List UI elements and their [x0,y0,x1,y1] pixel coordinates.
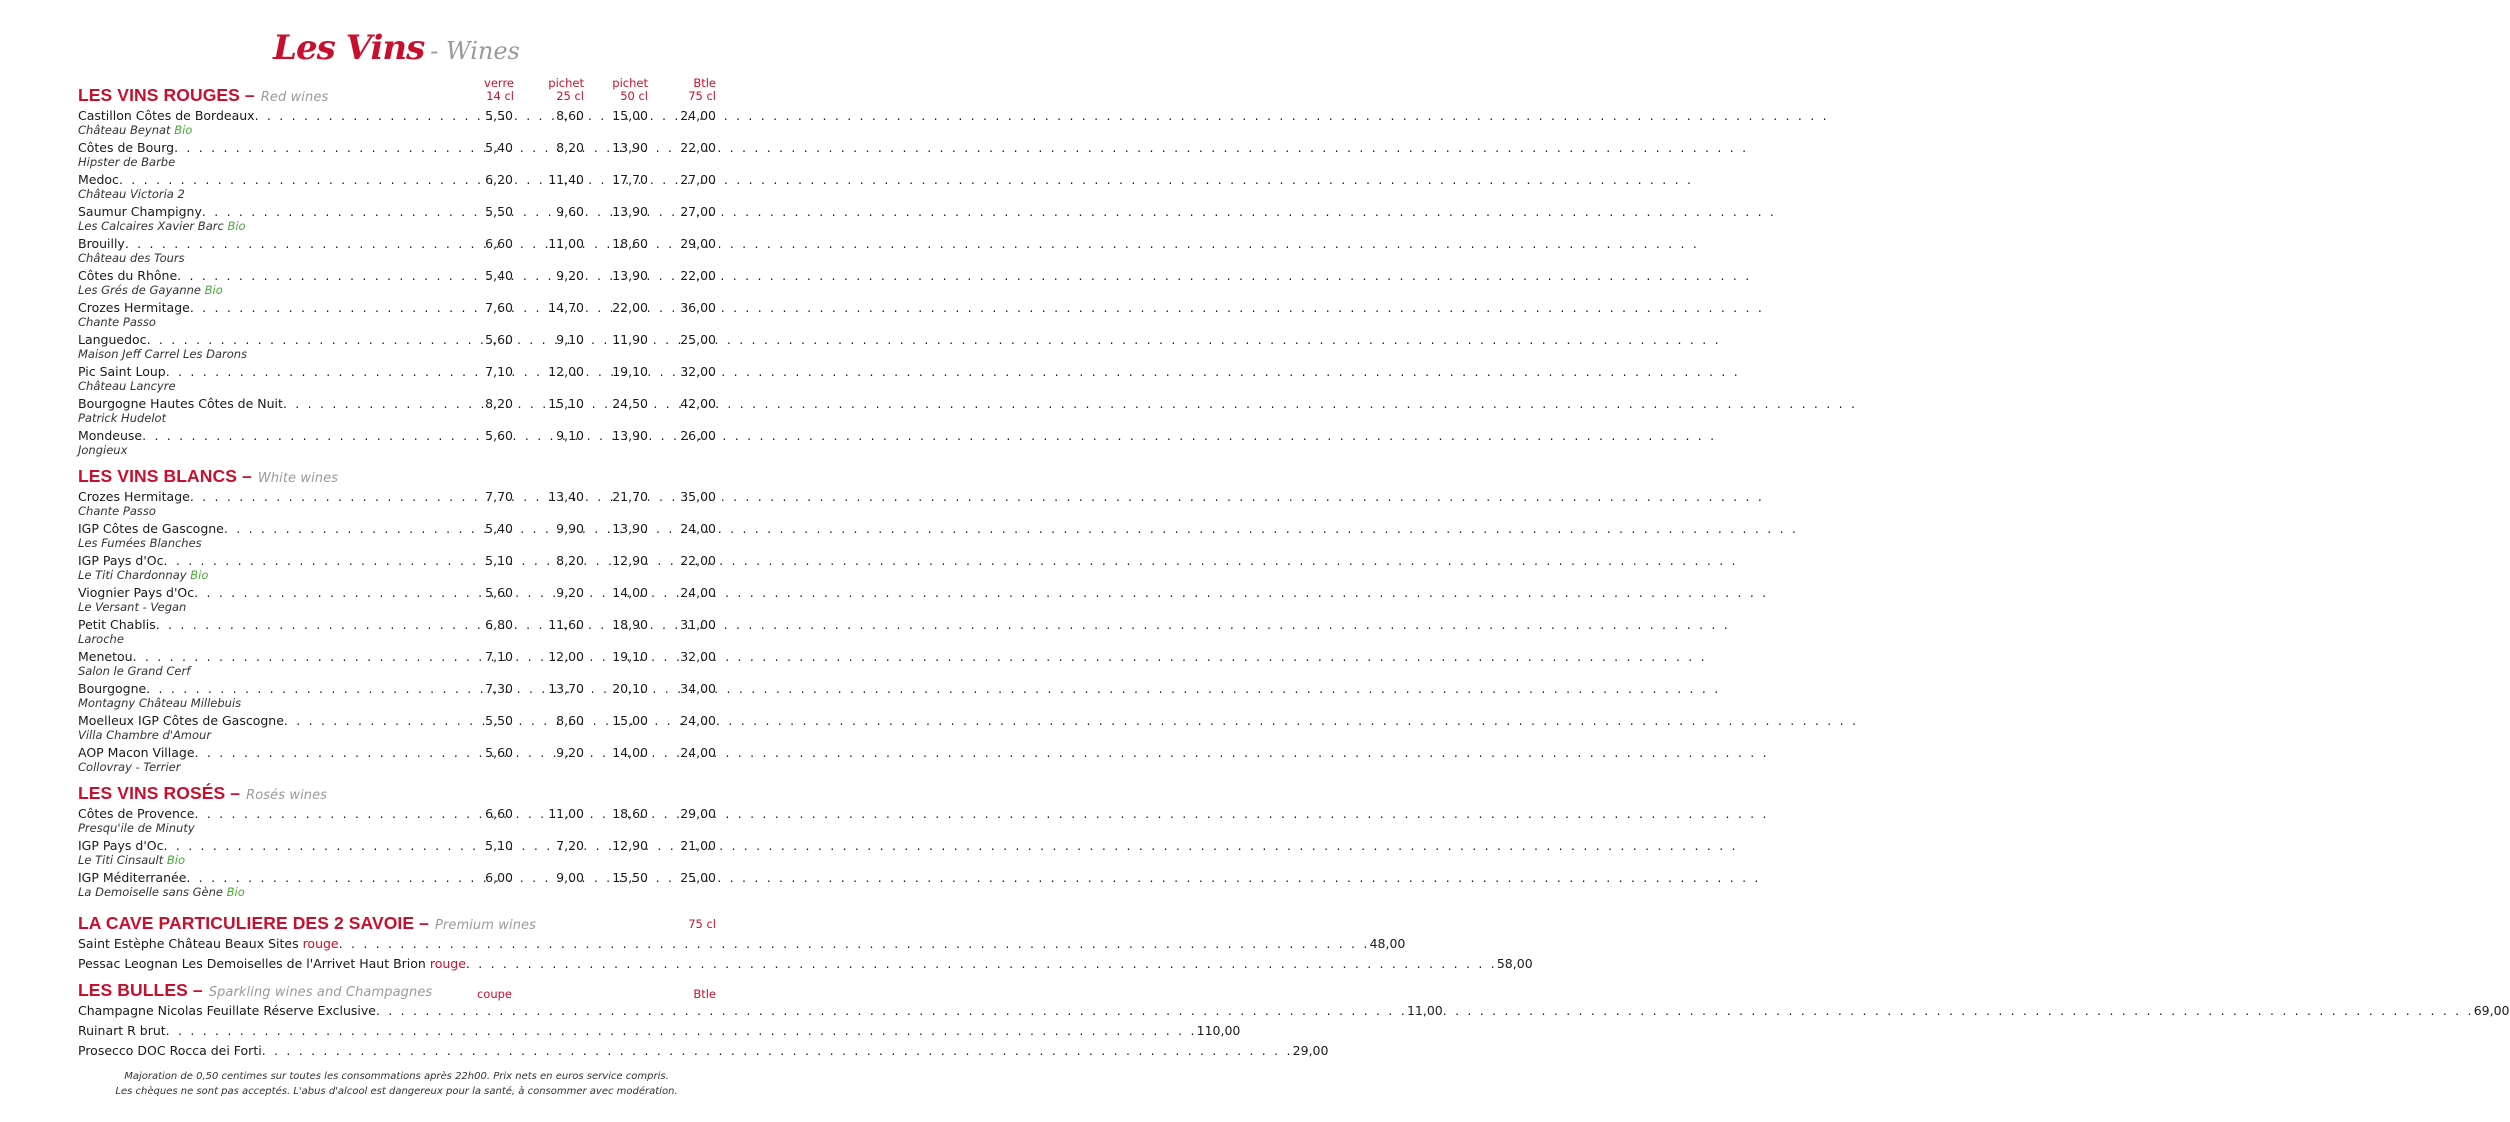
wine-row [78,204,716,236]
wine-price: 13,90 [612,268,648,283]
wine-name: AOP Macon Village [78,745,195,760]
wine-name: Medoc [78,172,119,187]
wine-price: 6,80 [485,617,513,632]
col-header-pichet-50: pichet 50 cl [612,76,648,103]
wine-name: Côtes de Provence [78,806,195,821]
wine-price: 25,00 [680,870,716,885]
wine-price: 20,10 [612,681,648,696]
wine-price: 6,20 [485,172,513,187]
wine-producer: Château Beynat Bio [78,123,193,137]
section-title-cave: LA CAVE PARTICULIERE DES 2 SAVOIE – Premium wines [78,913,537,933]
dot-leader: . . . . . . . . . . . . . . . . . . . . . . . . . . . . . . . . . . . . . . . . . . . . . . . . . . . . . . . . . . . . . . . . . . . . . . . . . . . . . . . . . . . . [338,936,1370,951]
bio-badge: Bio [190,568,209,582]
wine-name: Moelleux IGP Côtes de Gascogne [78,713,284,728]
wine-producer: Château Victoria 2 [78,187,185,201]
wine-producer: Collovray - Terrier [78,760,181,774]
wine-row [78,236,716,268]
wine-price: 22,00 [680,553,716,568]
wine-price: 11,90 [612,332,648,347]
wine-price: 8,60 [556,108,584,123]
wine-producer: Jongieux [78,443,128,457]
dot-leader [156,617,1730,632]
dot-leader [284,713,1858,728]
dot-leader: . . . . . . . . . . . . . . . . . . . . . . . . . . . . . . . . . . . . . . . . . . . . . . . . . . . . . . . . . . . . . . . . . . . . . . . . . . . . . . . . . . . . [375,1003,1407,1018]
footer-note-2: Les chèques ne sont pas acceptés. L'abus d'alcool est dangereux pour la santé, à consommer avec modération. [115,1086,678,1097]
wine-price: 15,10 [548,396,584,411]
wine-price: 7,70 [485,489,513,504]
section-title-blancs: LES VINS BLANCS – White wines [78,466,339,486]
col-header-btle: Btle 75 cl [688,76,716,103]
wine-name: Saint Estèphe Château Beaux Sites rouge [78,936,339,951]
wine-price: 24,00 [680,713,716,728]
wine-row [78,489,716,521]
wine-price: 6,60 [485,236,513,251]
wine-price: 21,70 [612,489,648,504]
wine-producer: Château des Tours [78,251,185,265]
col-header-bulles-btle: Btle [693,987,716,1001]
wine-name: Petit Chablis [78,617,156,632]
dot-leader [195,745,1769,760]
wine-price: 22,00 [612,300,648,315]
coupe-price: 11,00 [1406,1003,1443,1018]
wine-producer: Château Lancyre [78,379,176,393]
wine-price: 31,00 [680,617,716,632]
wine-row [78,1023,1241,1039]
wine-price: 34,00 [680,681,716,696]
wine-price: 22,00 [680,268,716,283]
wine-price: 5,10 [485,838,513,853]
wine-price: 18,60 [612,806,648,821]
wine-producer: Salon le Grand Cerf [78,664,191,678]
wine-price: 32,00 [680,364,716,379]
wine-price: 27,00 [680,204,716,219]
wine-row [78,681,716,713]
wine-price: 6,00 [485,870,513,885]
wine-price: 24,00 [680,521,716,536]
wine-row [78,1043,1329,1059]
wine-row [78,585,716,617]
wine-price: 14,00 [612,585,648,600]
wine-name: IGP Méditerranée [78,870,187,885]
wine-name: Crozes Hermitage [78,300,190,315]
wine-price: 18,60 [612,236,648,251]
bio-badge: Bio [227,219,246,233]
wine-row [78,108,716,140]
wine-producer: Les Fumées Blanches [78,536,202,550]
wine-price: 7,20 [556,838,584,853]
footer-note-1: Majoration de 0,50 centimes sur toutes les consommations après 22h00. Prix nets en euros service compris. [124,1071,669,1082]
wine-producer: Les Grés de Gayanne Bio [78,283,223,297]
bio-badge: Bio [174,123,193,137]
wine-row [78,428,716,460]
wine-name: IGP Côtes de Gascogne [78,521,224,536]
dot-leader [133,649,1707,664]
wine-price: 5,60 [485,745,513,760]
dot-leader [202,204,1776,219]
dot-leader: . . . . . . . . . . . . . . . . . . . . . . . . . . . . . . . . . . . . . . . . . . . . . . . . . . . . . . . . . . . . . . . . . . . . . . . . . . . . . . . . . . . . [465,956,1497,971]
wine-name: Pic Saint Loup [78,364,166,379]
wine-price: 9,20 [556,745,584,760]
wine-name: Crozes Hermitage [78,489,190,504]
wine-price: 11,00 [548,806,584,821]
wine-row [78,521,716,553]
page-title [0,28,793,72]
wine-row [78,936,1406,952]
wine-row [78,745,716,777]
wine-price: 8,20 [485,396,513,411]
col-header-coupe: coupe [476,987,512,1001]
wine-price: 69,00 [2473,1003,2510,1018]
wine-producer: Les Calcaires Xavier Barc Bio [78,219,246,233]
wine-price: 5,50 [485,108,513,123]
title-main: Les Vins [273,28,425,68]
wine-producer: Chante Passo [78,315,156,329]
wine-price: 29,00 [680,806,716,821]
dot-leader: . . . . . . . . . . . . . . . . . . . . . . . . . . . . . . . . . . . . . . . . . . . . . . . . . . . . . . . . . . . . . . . . . . . . . . . . . . . . . . . . . . . . [261,1043,1293,1058]
wine-row [78,617,716,649]
dot-leader [146,681,1720,696]
wine-producer: Villa Chambre d'Amour [78,728,212,742]
wine-row [78,364,716,396]
wine-row [78,806,716,838]
wine-producer: Le Titi Chardonnay Bio [78,568,209,582]
wine-row [78,553,716,585]
wine-price: 7,60 [485,300,513,315]
dot-leader [186,870,1760,885]
wine-price: 13,70 [548,681,584,696]
wine-row [78,268,716,300]
wine-price: 5,50 [485,713,513,728]
wine-price: 29,00 [1292,1043,1329,1058]
wine-price: 5,50 [485,204,513,219]
col-header-verre: verre 14 cl [484,76,514,103]
wine-name: Castillon Côtes de Bordeaux [78,108,255,123]
dot-leader [147,332,1721,347]
wine-price: 25,00 [680,332,716,347]
dot-leader [166,364,1740,379]
wine-price: 7,10 [485,649,513,664]
wine-price: 9,20 [556,268,584,283]
bio-badge: Bio [204,283,223,297]
wine-price: 11,00 [548,236,584,251]
dot-leader [190,300,1764,315]
wine-price: 27,00 [680,172,716,187]
wine-price: 36,00 [680,300,716,315]
wine-price: 13,90 [612,521,648,536]
dot-leader [283,396,1857,411]
wine-price: 13,90 [612,428,648,443]
wine-name: Languedoc [78,332,147,347]
wine-price: 12,90 [612,838,648,853]
wine-price: 14,00 [612,745,648,760]
wine-producer: Chante Passo [78,504,156,518]
wine-price: 24,00 [680,745,716,760]
wine-price: 12,00 [548,649,584,664]
wine-row [78,332,716,364]
wine-price: 110,00 [1196,1023,1241,1038]
dot-leader [194,585,1768,600]
wine-price: 5,60 [485,585,513,600]
wine-name: Bourgogne Hautes Côtes de Nuit [78,396,283,411]
wine-price: 15,50 [612,870,648,885]
wine-row [78,956,1533,972]
wine-price: 15,00 [612,713,648,728]
dot-leader [125,236,1699,251]
bio-badge: Bio [166,853,186,867]
wine-row [78,172,716,204]
wine-price: 29,00 [680,236,716,251]
wine-price: 13,90 [612,204,648,219]
wine-name: Saumur Champigny [78,204,202,219]
wine-price: 8,60 [556,713,584,728]
wine-price: 5,10 [485,553,513,568]
dot-leader [177,268,1751,283]
col-header-cave-75cl: 75 cl [688,917,716,931]
dot-leader [164,838,1738,853]
wine-price: 5,40 [485,268,513,283]
section-title-rouges: LES VINS ROUGES – Red wines [78,85,329,105]
wine-price: 22,00 [680,140,716,155]
wine-producer: Presqu'ile de Minuty [78,821,195,835]
wine-row [78,1003,2510,1019]
wine-price: 8,20 [556,553,584,568]
wine-name: IGP Pays d'Oc [78,553,164,568]
wine-row [78,396,716,428]
wine-price: 24,00 [680,585,716,600]
wine-producer: Le Versant - Vegan [78,600,187,614]
wine-price: 7,10 [485,364,513,379]
wine-name: Menetou [78,649,133,664]
wine-price: 8,20 [556,140,584,155]
wine-name: Mondeuse [78,428,143,443]
wine-price: 13,90 [612,140,648,155]
dot-leader [119,172,1693,187]
wine-price: 11,60 [548,617,584,632]
wine-producer: Laroche [78,632,124,646]
section-title-bulles: LES BULLES – Sparkling wines and Champagnes [78,980,433,1000]
wine-price: 5,60 [485,332,513,347]
wine-color: rouge [302,936,339,951]
wine-row [78,140,716,172]
dot-leader: . . . . . . . . . . . . . . . . . . . . . . . . . . . . . . . . . . . . . . . . . . . . . . . . . . . . . . . . . . . . . . . . . . . . . . . . . . . . . . . . . . . . [1442,1003,2474,1018]
wine-price: 9,90 [556,521,584,536]
wine-name: Champagne Nicolas Feuillate Réserve Exclusive [78,1003,376,1018]
wine-name: Ruinart R brut [78,1023,166,1038]
dot-leader [174,140,1748,155]
wine-name: Brouilly [78,236,125,251]
wine-price: 13,40 [548,489,584,504]
wine-name: Viognier Pays d'Oc [78,585,195,600]
wine-producer: Maison Jeff Carrel Les Darons [78,347,248,361]
dot-leader: . . . . . . . . . . . . . . . . . . . . . . . . . . . . . . . . . . . . . . . . . . . . . . . . . . . . . . . . . . . . . . . . . . . . . . . . . . . . . . . . . . . . [165,1023,1197,1038]
wine-price: 9,20 [556,585,584,600]
col-header-pichet-25: pichet 25 cl [548,76,584,103]
wine-price: 6,60 [485,806,513,821]
wine-price: 15,00 [612,108,648,123]
wine-producer: Le Titi Cinsault Bio [78,853,186,867]
wine-price: 11,40 [548,172,584,187]
wine-producer: Hipster de Barbe [78,155,176,169]
wine-row [78,838,716,870]
wine-price: 9,60 [556,204,584,219]
wine-price: 5,40 [485,140,513,155]
wine-row [78,713,716,745]
wine-row [78,649,716,681]
wine-price: 48,00 [1369,936,1406,951]
wine-name: IGP Pays d'Oc [78,838,164,853]
wine-price: 9,10 [556,428,584,443]
wine-price: 24,50 [612,396,648,411]
wine-price: 58,00 [1496,956,1533,971]
wine-producer: Patrick Hudelot [78,411,167,425]
dot-leader [194,806,1768,821]
wine-price: 32,00 [680,649,716,664]
wine-price: 12,00 [548,364,584,379]
section-title-roses: LES VINS ROSÉS – Rosés wines [78,783,328,803]
wine-price: 5,40 [485,521,513,536]
wine-price: 24,00 [680,108,716,123]
wine-price: 19,10 [612,364,648,379]
wine-price: 35,00 [680,489,716,504]
wine-price: 5,60 [485,428,513,443]
wine-producer: La Demoiselle sans Gène Bio [78,885,245,899]
wine-price: 14,70 [548,300,584,315]
wine-price: 19,10 [612,649,648,664]
title-sub: - Wines [430,37,520,65]
wine-row [78,870,716,902]
wine-price: 42,00 [680,396,716,411]
wine-price: 18,90 [612,617,648,632]
wine-price: 12,90 [612,553,648,568]
wine-price: 26,00 [680,428,716,443]
wine-price: 9,00 [556,870,584,885]
wine-producer: Montagny Château Millebuis [78,696,242,710]
dot-leader [164,553,1738,568]
wine-name: Bourgogne [78,681,147,696]
wine-color: rouge [429,956,466,971]
wine-price: 7,30 [485,681,513,696]
wine-name: Côtes du Rhône [78,268,178,283]
wine-price: 21,00 [680,838,716,853]
bio-badge: Bio [226,885,245,899]
wine-price: 9,10 [556,332,584,347]
wine-name: Côtes de Bourg [78,140,175,155]
wine-name: Prosecco DOC Rocca dei Forti [78,1043,262,1058]
wine-row [78,300,716,332]
wine-name: Pessac Leognan Les Demoiselles de l'Arrivet Haut Brion rouge [78,956,466,971]
wine-price: 17,70 [612,172,648,187]
dot-leader [190,489,1764,504]
dot-leader [142,428,1716,443]
